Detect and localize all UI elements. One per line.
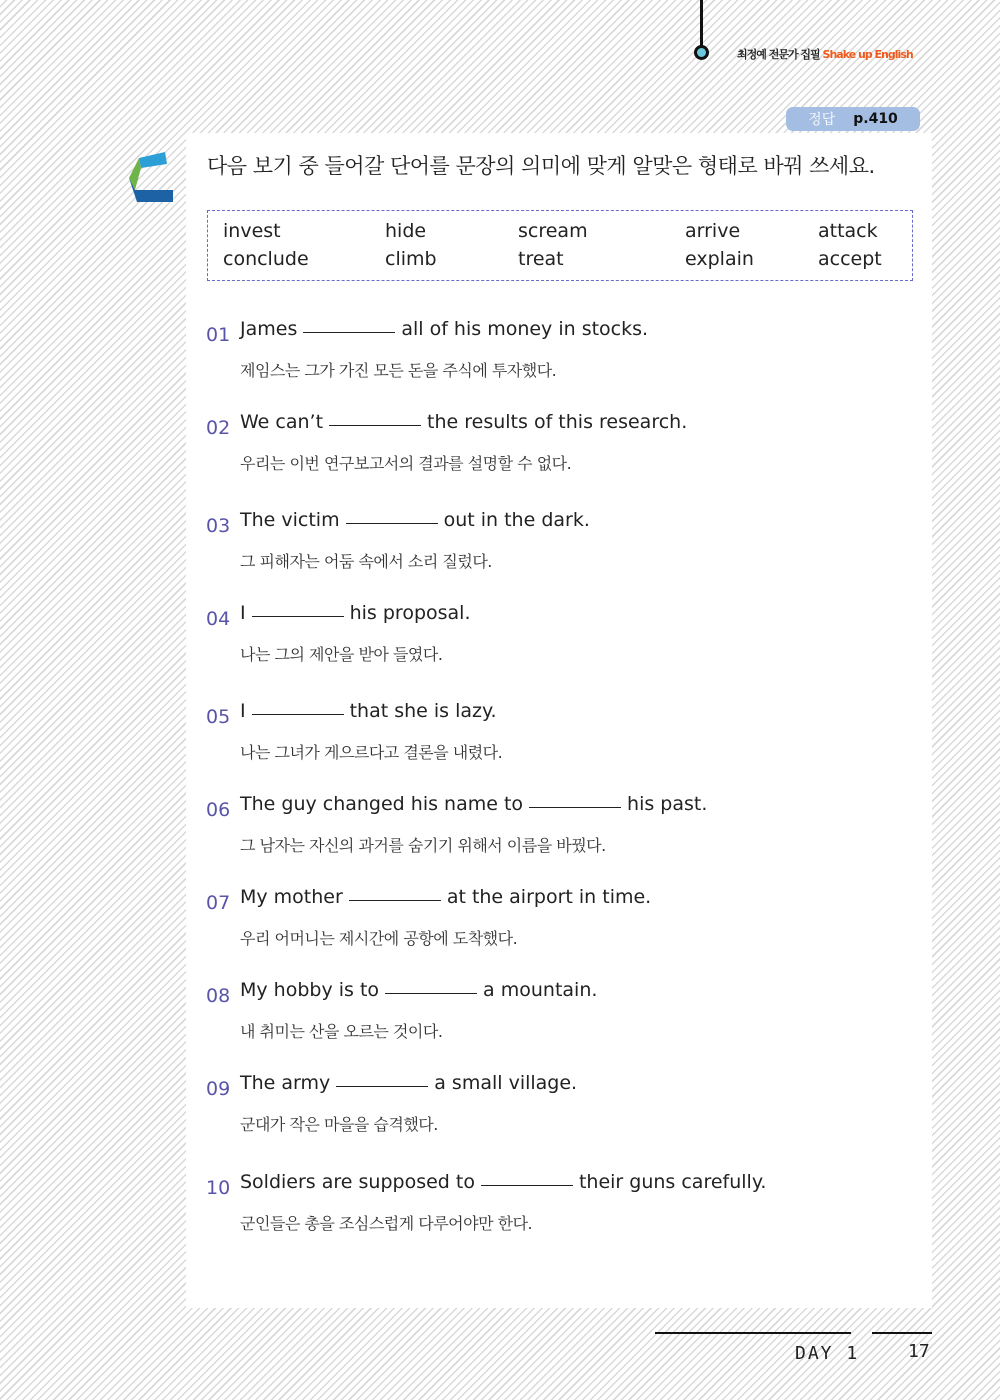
korean-translation: 그 피해자는 어둠 속에서 소리 질렀다. [240, 552, 492, 571]
sentence-before: My hobby is to [240, 979, 380, 1001]
question-sentence [240, 1072, 577, 1094]
korean-translation: 나는 그의 제안을 받아 들였다. [240, 645, 443, 664]
question-number: 08 [206, 985, 231, 1007]
section-c-logo-icon [125, 148, 175, 204]
korean-translation: 제임스는 그가 가진 모든 돈을 주식에 투자했다. [240, 361, 557, 380]
sentence-after: his proposal. [349, 602, 471, 624]
sentence-after: a small village. [434, 1072, 578, 1094]
korean-translation: 우리 어머니는 제시간에 공항에 도착했다. [240, 929, 518, 948]
question-number: 03 [206, 515, 231, 537]
book-title-accent: Shake up English [822, 48, 913, 61]
question-number: 02 [206, 417, 231, 439]
word-bank-item: climb [385, 248, 437, 270]
sentence-before: We can’t [240, 411, 324, 433]
answer-page: p.410 [853, 111, 898, 127]
answer-blank[interactable] [346, 523, 438, 524]
sentence-after: out in the dark. [443, 509, 590, 531]
sentence-before: The guy changed his name to [240, 793, 524, 815]
decorative-line [700, 0, 703, 46]
instruction: 다음 보기 중 들어갈 단어를 문장의 의미에 맞게 알맞은 형태로 바꿔 쓰세요. [207, 154, 875, 178]
sentence-after: his past. [627, 793, 708, 815]
korean-translation: 군대가 작은 마을을 습격했다. [240, 1115, 438, 1134]
sentence-before: My mother [240, 886, 343, 908]
answer-blank[interactable] [336, 1086, 428, 1087]
korean-translation: 나는 그녀가 게으르다고 결론을 내렸다. [240, 743, 503, 762]
question-number: 06 [206, 799, 231, 821]
sentence-before: James [240, 318, 298, 340]
word-bank-item: invest [223, 220, 281, 242]
running-header [737, 46, 913, 62]
sentence-before: I [240, 700, 246, 722]
word-bank-item: hide [385, 220, 427, 242]
hexagon-bullet-icon [694, 45, 709, 60]
answer-blank[interactable] [529, 807, 621, 808]
answer-blank[interactable] [481, 1185, 573, 1186]
korean-translation: 군인들은 총을 조심스럽게 다루어야만 한다. [240, 1214, 533, 1233]
sentence-after: all of his money in stocks. [401, 318, 649, 340]
answer-blank[interactable] [252, 616, 344, 617]
question-sentence [240, 979, 597, 1001]
question-sentence [240, 886, 651, 908]
sentence-before: Soldiers are supposed to [240, 1171, 475, 1193]
word-bank-item: arrive [685, 220, 741, 242]
word-bank-item: scream [518, 220, 588, 242]
word-bank-item: accept [818, 248, 882, 270]
word-bank-item: attack [818, 220, 878, 242]
word-bank [207, 210, 913, 281]
footer-rule [872, 1332, 932, 1334]
sentence-after: that she is lazy. [349, 700, 497, 722]
page-number: 17 [908, 1341, 930, 1362]
korean-translation: 내 취미는 산을 오르는 것이다. [240, 1022, 443, 1041]
question-number: 05 [206, 706, 231, 728]
day-label: DAY 1 [795, 1343, 860, 1364]
korean-translation: 그 남자는 자신의 과거를 숨기기 위해서 이름을 바꿨다. [240, 836, 606, 855]
answer-label: 정답 [808, 112, 836, 128]
sentence-before: The army [240, 1072, 331, 1094]
word-bank-item: conclude [223, 248, 309, 270]
book-title: 최정예 전문가 집필 [737, 48, 820, 61]
sentence-after: the results of this research. [427, 411, 688, 433]
sentence-after: their guns carefully. [578, 1171, 767, 1193]
question-sentence [240, 700, 497, 722]
answer-badge [786, 107, 920, 131]
sentence-after: a mountain. [483, 979, 598, 1001]
question-sentence [240, 509, 590, 531]
question-number: 01 [206, 324, 231, 346]
korean-translation: 우리는 이번 연구보고서의 결과를 설명할 수 없다. [240, 454, 572, 473]
question-number: 10 [206, 1177, 231, 1199]
sentence-before: The victim [240, 509, 340, 531]
sentence-before: I [240, 602, 246, 624]
word-bank-item: treat [518, 248, 564, 270]
answer-blank[interactable] [385, 993, 477, 994]
footer-rule [655, 1332, 851, 1334]
question-sentence [240, 318, 648, 340]
question-sentence [240, 602, 471, 624]
sentence-after: at the airport in time. [446, 886, 652, 908]
question-number: 07 [206, 892, 231, 914]
question-sentence [240, 793, 707, 815]
question-sentence [240, 1171, 766, 1193]
answer-blank[interactable] [252, 714, 344, 715]
answer-blank[interactable] [329, 425, 421, 426]
question-number: 09 [206, 1078, 231, 1100]
answer-blank[interactable] [349, 900, 441, 901]
word-bank-item: explain [685, 248, 754, 270]
question-number: 04 [206, 608, 231, 630]
question-sentence [240, 411, 687, 433]
answer-blank[interactable] [303, 332, 395, 333]
